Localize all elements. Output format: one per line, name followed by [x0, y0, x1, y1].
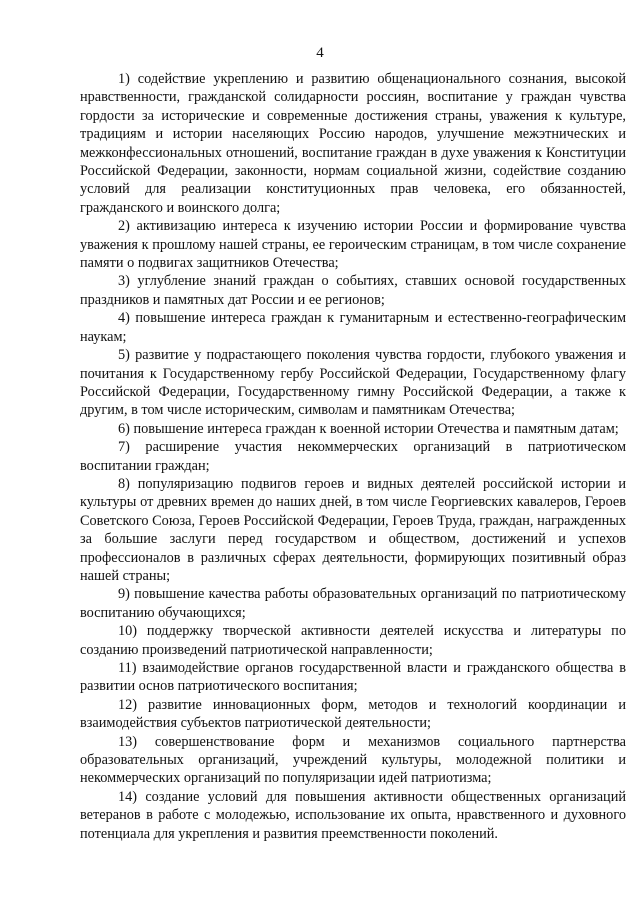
- list-item-6: 6) повышение интереса граждан к военной истории Отечества и памятным датам;: [118, 420, 619, 437]
- list-item-7: 7) расширение участия некоммерческих организаций в патриотическом воспитании граждан;: [80, 439, 626, 474]
- list-item-9: 9) повышение качества работы образовательных организаций по патриотическому воспитанию обучающихся;: [80, 586, 626, 621]
- list-item-2: 2) активизацию интереса к изучению истории России и формирование чувства уважения к прошлому нашей страны, ее героическим страницам, в том числе сохранение памяти о подвигах защитников Отечества;: [80, 218, 626, 272]
- list-item-14: 14) создание условий для повышения активности общественных организаций ветеранов в работе с молодежью, использование их опыта, нравственного и духовного потенциала для укрепления и развития преемственности поколений.: [80, 788, 626, 842]
- list-item-3: 3) углубление знаний граждан о событиях, ставших основой государственных праздников и памятных дат России и ее регионов;: [80, 273, 626, 308]
- list-item-12: 12) развитие инновационных форм, методов и технологий координации и взаимодействия субъектов патриотической деятельности;: [80, 696, 626, 732]
- list-item-1: 1) содействие укреплению и развитию общенационального сознания, высокой нравственности, гражданской солидарности россиян, воспитание у граждан чувства гордости за исторические и современные достижения страны, уважения к культуре, традициям и истории населяющих Россию народов, улучшение межэтнических и межконфессиональных отношений, воспитание граждан в духе уважения к Конституции Российской Федерации, законности, нормам социальной жизни, содействие созданию условий для реализации конституционных прав человека, его обязанностей, гражданского и воинского долга;: [80, 71, 626, 216]
- list-item-5: 5) развитие у подрастающего поколения чувства гордости, глубокого уважения и почитания к Государственному гербу Российской Федерации, Государственному флагу Российской Федерации, Государственному гимну Российской Федерации, а также к другим, в том числе историческим, символам и памятникам Отечества;: [80, 347, 626, 419]
- list-item-10: 10) поддержку творческой активности деятелей искусства и литературы по созданию произведений патриотической направленности;: [80, 623, 626, 658]
- document-body: [80, 70, 626, 843]
- list-item-8: 8) популяризацию подвигов героев и видных деятелей российской истории и культуры от древних времен до наших дней, в том числе Георгиевских кавалеров, Героев Советского Союза, Героев Российской Федерации, Героев Труда, граждан, награжденных за большие заслуги перед государством и обществом, достижений и успехов профессионалов в различных сферах деятельности, формирующих позитивный образ нашей страны;: [80, 475, 626, 584]
- list-item-4: 4) повышение интереса граждан к гуманитарным и естественно-географическим наукам;: [80, 310, 626, 345]
- list-item-11: 11) взаимодействие органов государственной власти и гражданского общества в развитии основ патриотического воспитания;: [80, 660, 626, 695]
- page-number: 4: [316, 45, 324, 61]
- list-item-13: 13) совершенствование форм и механизмов социального партнерства образовательных организаций, учреждений культуры, молодежной политики и некоммерческих организаций по популяризации идей патриотизма;: [80, 733, 626, 787]
